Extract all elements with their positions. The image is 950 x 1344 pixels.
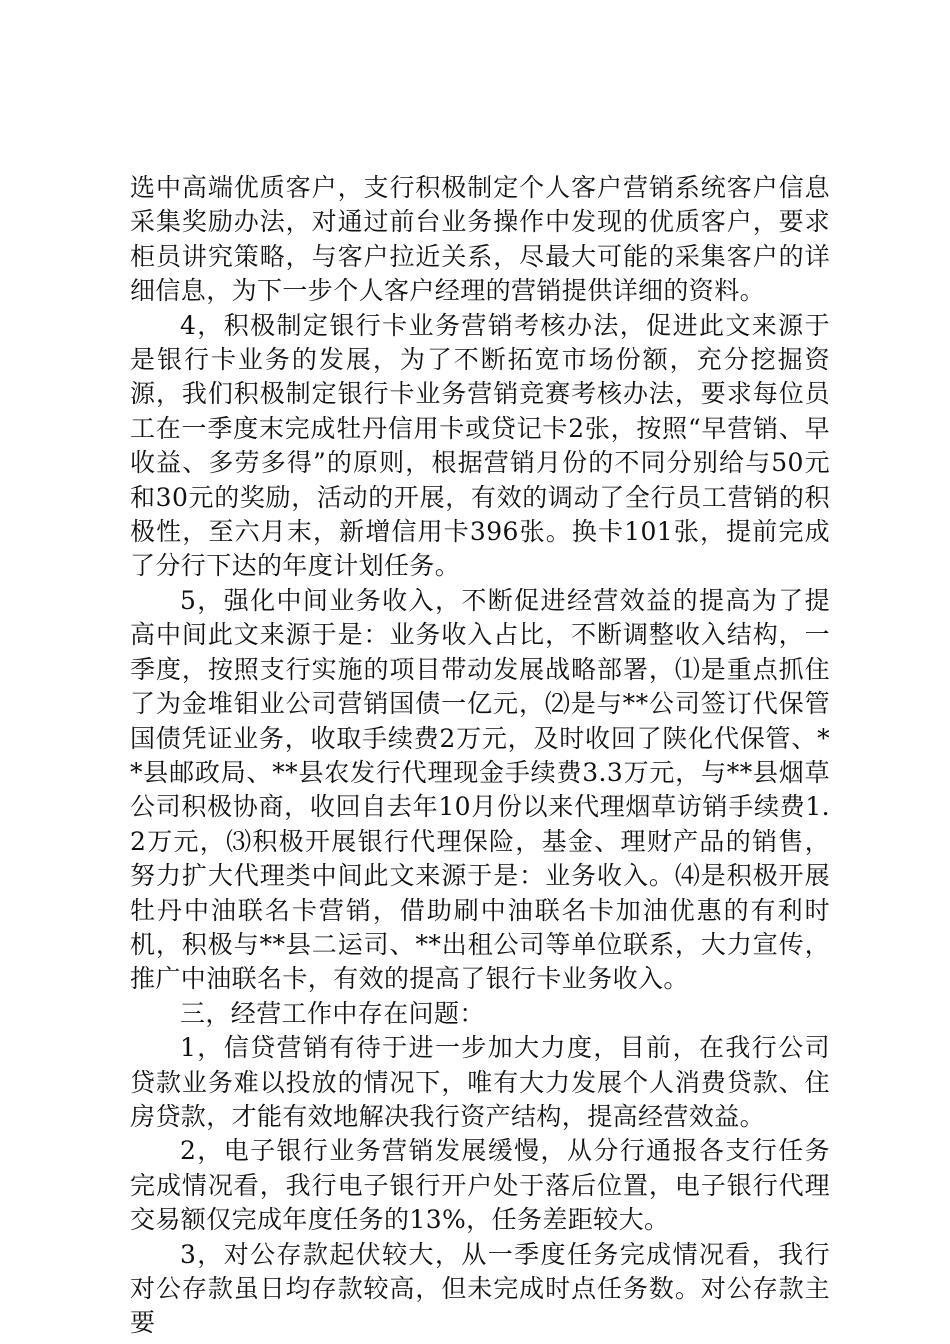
paragraph-intermediate-business-income: 5，强化中间业务收入，不断促进经营效益的提高为了提高中间此文来源于是：业务收入占比，不断调整收入结构，一季度，按照支行实施的项目带动发展战略部署，⑴是重点抓住了为金堆钼业公司营销国债一亿元，⑵是与**公司签订代保管国债凭证业务，收取手续费2万元，及时收回了陕化代保管、**县邮政局、**县农发行代理现金手续费3.3万元，与**县烟草公司积极协商，收回自去年10月份以来代理烟草访销手续费1.2万元，⑶积极开展银行代理保险，基金、理财产品的销售，努力扩大代理类中间此文来源于是：业务收入。⑷是积极开展牡丹中油联名卡营销，借助刷中油联名卡加油优惠的有利时机，积极与**县二运司、**出租公司等单位联系，大力宣传，推广中油联名卡，有效的提高了银行卡业务收入。 bbox=[130, 585, 830, 994]
section-heading-existing-problems: 三，经营工作中存在问题： bbox=[180, 998, 485, 1028]
paragraph-client-info-collection: 选中高端优质客户，支行积极制定个人客户营销系统客户信息采集奖励办法，对通过前台业务操作中发现的优质客户，要求柜员讲究策略，与客户拉近关系，尽最大可能的采集客户的详细信息，为下一步个人客户经理的营销提供详细的资料。 bbox=[130, 173, 830, 306]
paragraph-e-banking: 2，电子银行业务营销发展缓慢，从分行通报各支行任务完成情况看，我行电子银行开户处于落后位置，电子银行代理交易额仅完成年度任务的13%，任务差距较大。 bbox=[130, 1136, 830, 1235]
paragraph-credit-marketing: 1，信贷营销有待于进一步加大力度，目前，在我行公司贷款业务难以投放的情况下，唯有大力发展个人消费贷款、住房贷款，才能有效地解决我行资产结构，提高经营效益。 bbox=[130, 1033, 830, 1131]
document-body bbox=[130, 171, 830, 1341]
paragraph-corporate-deposits: 3，对公存款起伏较大，从一季度任务完成情况看，我行对公存款虽日均存款较高，但未完成时点任务数。对公存款主要 bbox=[130, 1239, 830, 1338]
paragraph-bank-card-marketing: 4，积极制定银行卡业务营销考核办法，促进此文来源于是银行卡业务的发展，为了不断拓宽市场份额，充分挖掘资源，我们积极制定银行卡业务营销竞赛考核办法，要求每位员工在一季度末完成牡丹信用卡或贷记卡2张，按照“早营销、早收益、多劳多得”的原则，根据营销月份的不同分别给与50元和30元的奖励，活动的开展，有效的调动了全行员工营销的积极性，至六月末，新增信用卡396张。换卡101张，提前完成了分行下达的年度计划任务。 bbox=[130, 310, 830, 581]
